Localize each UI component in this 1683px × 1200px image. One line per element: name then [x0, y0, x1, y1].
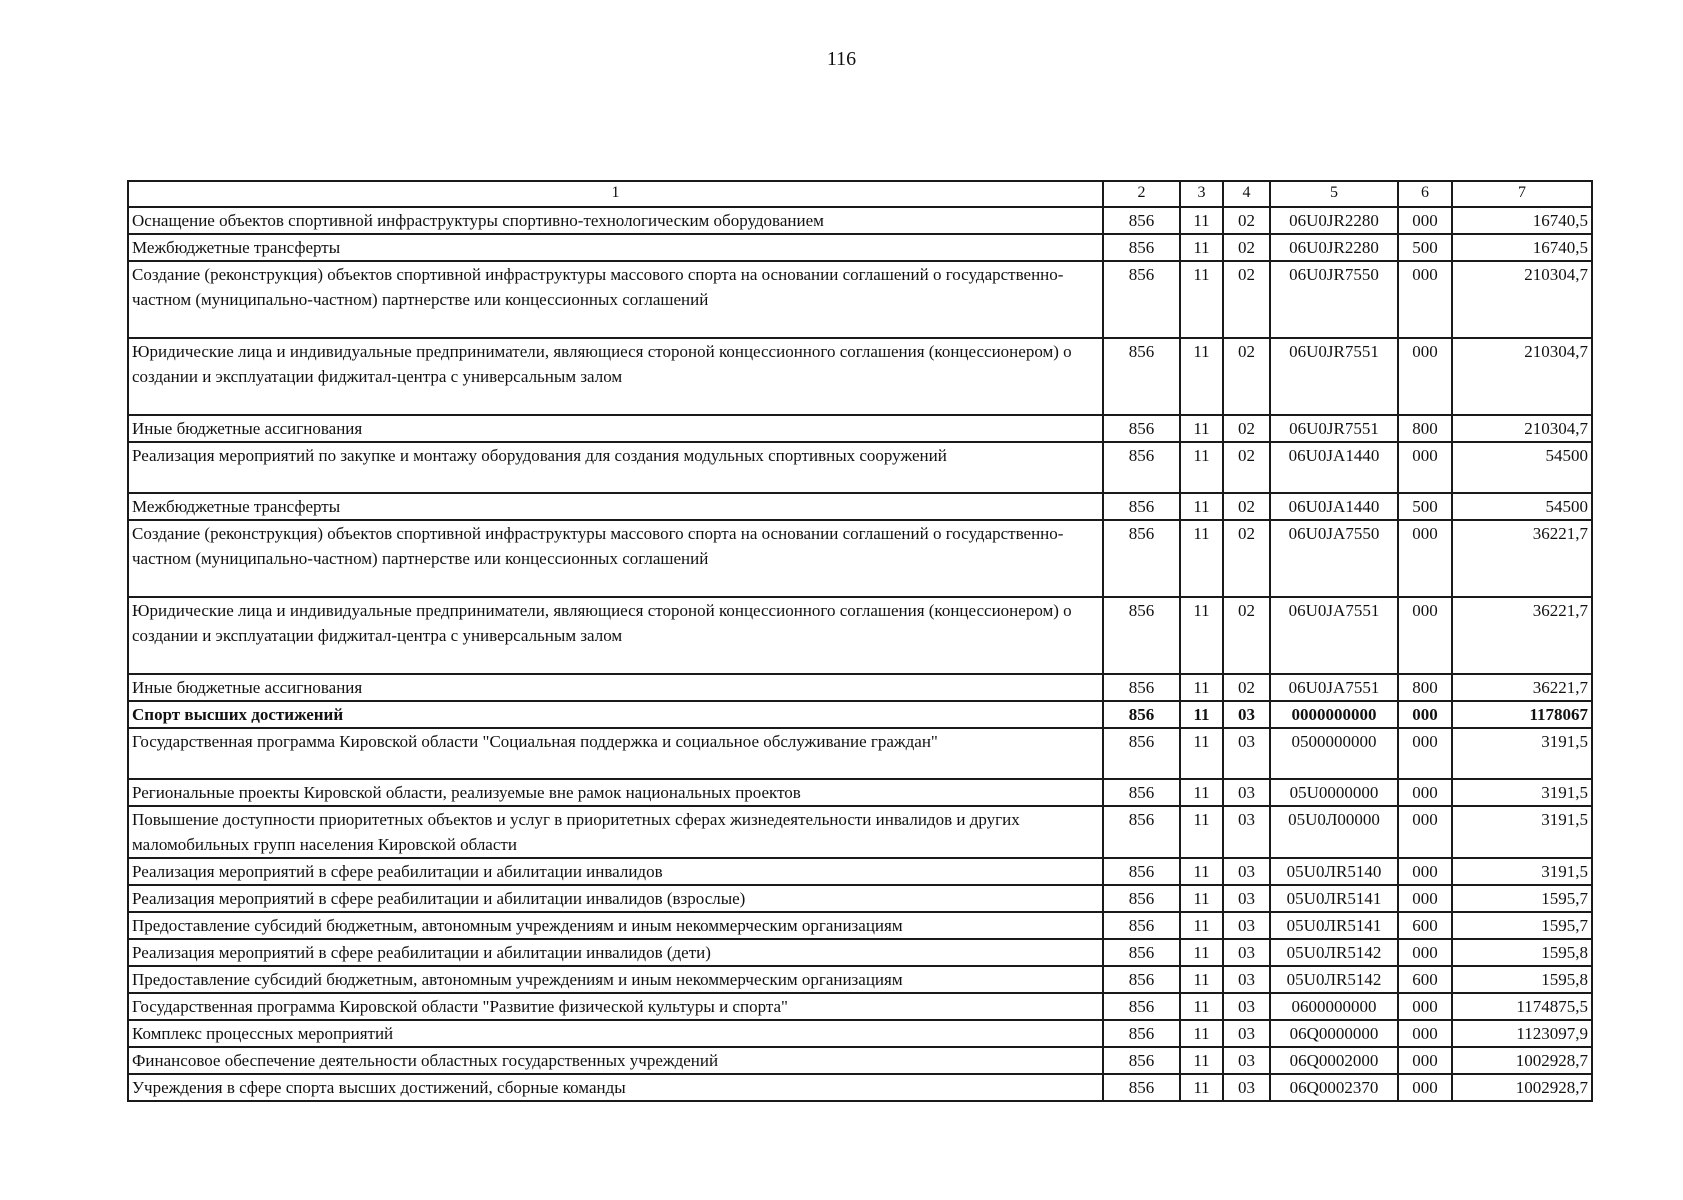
- row-col-4: 02: [1223, 338, 1270, 415]
- row-col-7: 36221,7: [1452, 520, 1592, 597]
- row-col-2: 856: [1103, 993, 1180, 1020]
- row-col-2: 856: [1103, 493, 1180, 520]
- row-col-5: 05U0Л00000: [1270, 806, 1398, 858]
- table-row: [128, 1020, 1592, 1047]
- row-name: Межбюджетные трансферты: [128, 493, 1103, 520]
- header-col-4: 4: [1223, 181, 1270, 207]
- table-row-section-total: [128, 701, 1592, 728]
- row-col-7: 54500: [1452, 442, 1592, 493]
- table-row: [128, 234, 1592, 261]
- row-col-5: 06U0JR7551: [1270, 415, 1398, 442]
- row-name: Комплекс процессных мероприятий: [128, 1020, 1103, 1047]
- row-col-3: 11: [1180, 207, 1223, 234]
- row-col-6: 000: [1398, 779, 1452, 806]
- row-col-6: 000: [1398, 207, 1452, 234]
- header-col-5: 5: [1270, 181, 1398, 207]
- row-col-3: 11: [1180, 442, 1223, 493]
- row-col-2: 856: [1103, 234, 1180, 261]
- table-row: [128, 520, 1592, 597]
- row-col-6: 000: [1398, 806, 1452, 858]
- row-col-4: 02: [1223, 442, 1270, 493]
- budget-table: [127, 180, 1593, 1102]
- row-col-6: 000: [1398, 701, 1452, 728]
- row-name: Реализация мероприятий в сфере реабилитации и абилитации инвалидов: [128, 858, 1103, 885]
- table-row: [128, 415, 1592, 442]
- row-name: Создание (реконструкция) объектов спортивной инфраструктуры массового спорта на основании соглашений о государственно-частном (муниципально-частном) партнерстве или концессионных соглашений: [128, 520, 1103, 597]
- row-col-5: 06U0JA7551: [1270, 674, 1398, 701]
- row-col-5: 05U0ЛR5142: [1270, 939, 1398, 966]
- row-col-3: 11: [1180, 993, 1223, 1020]
- row-col-4: 03: [1223, 885, 1270, 912]
- row-col-6: 500: [1398, 493, 1452, 520]
- row-name: Учреждения в сфере спорта высших достижений, сборные команды: [128, 1074, 1103, 1101]
- row-name: Юридические лица и индивидуальные предприниматели, являющиеся стороной концессионного соглашения (концессионером) о создании и эксплуатации фиджитал-центра с универсальным залом: [128, 338, 1103, 415]
- row-col-3: 11: [1180, 701, 1223, 728]
- row-col-5: 06U0JR7551: [1270, 338, 1398, 415]
- row-col-2: 856: [1103, 858, 1180, 885]
- row-col-2: 856: [1103, 520, 1180, 597]
- row-col-6: 000: [1398, 858, 1452, 885]
- table-row: [128, 728, 1592, 779]
- row-col-3: 11: [1180, 338, 1223, 415]
- row-col-3: 11: [1180, 885, 1223, 912]
- row-col-4: 03: [1223, 779, 1270, 806]
- row-col-3: 11: [1180, 779, 1223, 806]
- row-col-5: 05U0ЛR5141: [1270, 885, 1398, 912]
- row-col-7: 3191,5: [1452, 806, 1592, 858]
- header-col-6: 6: [1398, 181, 1452, 207]
- row-name: Создание (реконструкция) объектов спортивной инфраструктуры массового спорта на основании соглашений о государственно-частном (муниципально-частном) партнерстве или концессионных соглашений: [128, 261, 1103, 338]
- row-col-5: 06Q0000000: [1270, 1020, 1398, 1047]
- row-col-3: 11: [1180, 912, 1223, 939]
- row-col-3: 11: [1180, 806, 1223, 858]
- row-col-7: 1595,8: [1452, 939, 1592, 966]
- row-name: Финансовое обеспечение деятельности областных государственных учреждений: [128, 1047, 1103, 1074]
- row-col-2: 856: [1103, 701, 1180, 728]
- row-col-7: 1002928,7: [1452, 1047, 1592, 1074]
- row-col-2: 856: [1103, 939, 1180, 966]
- row-col-6: 000: [1398, 597, 1452, 674]
- row-col-4: 03: [1223, 966, 1270, 993]
- row-col-5: 05U0000000: [1270, 779, 1398, 806]
- row-col-3: 11: [1180, 520, 1223, 597]
- table-row: [128, 858, 1592, 885]
- row-name: Спорт высших достижений: [128, 701, 1103, 728]
- row-col-4: 02: [1223, 207, 1270, 234]
- row-col-7: 1123097,9: [1452, 1020, 1592, 1047]
- row-col-2: 856: [1103, 415, 1180, 442]
- row-col-4: 03: [1223, 806, 1270, 858]
- row-name: Оснащение объектов спортивной инфраструктуры спортивно-технологическим оборудованием: [128, 207, 1103, 234]
- row-col-7: 54500: [1452, 493, 1592, 520]
- row-col-2: 856: [1103, 1020, 1180, 1047]
- row-col-2: 856: [1103, 207, 1180, 234]
- row-name: Иные бюджетные ассигнования: [128, 415, 1103, 442]
- row-col-5: 06U0JA7550: [1270, 520, 1398, 597]
- row-col-7: 1595,7: [1452, 912, 1592, 939]
- row-col-3: 11: [1180, 261, 1223, 338]
- row-col-4: 03: [1223, 1020, 1270, 1047]
- row-col-3: 11: [1180, 858, 1223, 885]
- row-col-2: 856: [1103, 966, 1180, 993]
- row-col-3: 11: [1180, 597, 1223, 674]
- table-row: [128, 966, 1592, 993]
- row-col-6: 000: [1398, 885, 1452, 912]
- row-col-6: 000: [1398, 939, 1452, 966]
- row-col-4: 02: [1223, 520, 1270, 597]
- row-col-3: 11: [1180, 234, 1223, 261]
- row-col-3: 11: [1180, 1074, 1223, 1101]
- row-col-6: 500: [1398, 234, 1452, 261]
- row-col-4: 03: [1223, 1047, 1270, 1074]
- table-row: [128, 939, 1592, 966]
- row-col-5: 06U0JR2280: [1270, 207, 1398, 234]
- table-row: [128, 912, 1592, 939]
- row-name: Реализация мероприятий в сфере реабилитации и абилитации инвалидов (взрослые): [128, 885, 1103, 912]
- row-col-7: 3191,5: [1452, 728, 1592, 779]
- row-col-3: 11: [1180, 939, 1223, 966]
- row-col-4: 03: [1223, 912, 1270, 939]
- row-col-6: 600: [1398, 912, 1452, 939]
- row-col-4: 03: [1223, 858, 1270, 885]
- row-col-4: 02: [1223, 597, 1270, 674]
- row-col-5: 06U0JR2280: [1270, 234, 1398, 261]
- table-row: [128, 261, 1592, 338]
- row-col-4: 02: [1223, 415, 1270, 442]
- row-name: Государственная программа Кировской области "Развитие физической культуры и спорта": [128, 993, 1103, 1020]
- row-name: Реализация мероприятий в сфере реабилитации и абилитации инвалидов (дети): [128, 939, 1103, 966]
- row-col-2: 856: [1103, 912, 1180, 939]
- row-col-5: 0500000000: [1270, 728, 1398, 779]
- header-col-2: 2: [1103, 181, 1180, 207]
- row-col-5: 06U0JA1440: [1270, 493, 1398, 520]
- row-col-5: 05U0ЛR5142: [1270, 966, 1398, 993]
- row-col-2: 856: [1103, 728, 1180, 779]
- row-col-6: 600: [1398, 966, 1452, 993]
- row-col-7: 36221,7: [1452, 674, 1592, 701]
- row-col-5: 06Q0002000: [1270, 1047, 1398, 1074]
- row-col-7: 1178067: [1452, 701, 1592, 728]
- table-row: [128, 806, 1592, 858]
- row-name: Юридические лица и индивидуальные предприниматели, являющиеся стороной концессионного соглашения (концессионером) о создании и эксплуатации фиджитал-центра с универсальным залом: [128, 597, 1103, 674]
- row-col-5: 05U0ЛR5141: [1270, 912, 1398, 939]
- row-col-7: 210304,7: [1452, 415, 1592, 442]
- row-col-2: 856: [1103, 779, 1180, 806]
- row-col-6: 000: [1398, 1020, 1452, 1047]
- row-col-7: 210304,7: [1452, 261, 1592, 338]
- row-name: Межбюджетные трансферты: [128, 234, 1103, 261]
- header-col-1: 1: [128, 181, 1103, 207]
- row-name: Региональные проекты Кировской области, реализуемые вне рамок национальных проектов: [128, 779, 1103, 806]
- row-col-4: 02: [1223, 234, 1270, 261]
- table-row: [128, 674, 1592, 701]
- row-col-4: 03: [1223, 993, 1270, 1020]
- header-col-7: 7: [1452, 181, 1592, 207]
- row-col-4: 03: [1223, 939, 1270, 966]
- row-col-7: 36221,7: [1452, 597, 1592, 674]
- row-col-7: 3191,5: [1452, 779, 1592, 806]
- row-col-3: 11: [1180, 674, 1223, 701]
- table-row: [128, 597, 1592, 674]
- row-col-2: 856: [1103, 674, 1180, 701]
- table-row: [128, 1047, 1592, 1074]
- row-col-4: 02: [1223, 674, 1270, 701]
- row-col-5: 06U0JR7550: [1270, 261, 1398, 338]
- page-number: 116: [826, 48, 857, 70]
- row-col-2: 856: [1103, 597, 1180, 674]
- row-col-2: 856: [1103, 806, 1180, 858]
- row-col-6: 000: [1398, 993, 1452, 1020]
- row-col-6: 000: [1398, 520, 1452, 597]
- row-col-7: 1595,8: [1452, 966, 1592, 993]
- table-row: [128, 338, 1592, 415]
- row-col-6: 800: [1398, 674, 1452, 701]
- row-col-2: 856: [1103, 442, 1180, 493]
- row-name: Иные бюджетные ассигнования: [128, 674, 1103, 701]
- row-name: Предоставление субсидий бюджетным, автономным учреждениям и иным некоммерческим организациям: [128, 912, 1103, 939]
- row-col-3: 11: [1180, 728, 1223, 779]
- table-header-row: [128, 181, 1592, 207]
- row-col-3: 11: [1180, 415, 1223, 442]
- row-col-6: 000: [1398, 1074, 1452, 1101]
- row-name: Предоставление субсидий бюджетным, автономным учреждениям и иным некоммерческим организациям: [128, 966, 1103, 993]
- row-col-7: 16740,5: [1452, 234, 1592, 261]
- row-col-2: 856: [1103, 1074, 1180, 1101]
- row-col-5: 06Q0002370: [1270, 1074, 1398, 1101]
- row-col-7: 1174875,5: [1452, 993, 1592, 1020]
- row-name: Государственная программа Кировской области "Социальная поддержка и социальное обслуживание граждан": [128, 728, 1103, 779]
- row-col-3: 11: [1180, 1047, 1223, 1074]
- row-col-6: 800: [1398, 415, 1452, 442]
- table-row: [128, 993, 1592, 1020]
- row-col-5: 06U0JA1440: [1270, 442, 1398, 493]
- row-col-2: 856: [1103, 261, 1180, 338]
- row-col-7: 1002928,7: [1452, 1074, 1592, 1101]
- row-col-5: 06U0JA7551: [1270, 597, 1398, 674]
- row-col-3: 11: [1180, 493, 1223, 520]
- row-col-4: 03: [1223, 728, 1270, 779]
- table-row: [128, 493, 1592, 520]
- row-col-7: 1595,7: [1452, 885, 1592, 912]
- table-row: [128, 207, 1592, 234]
- row-col-6: 000: [1398, 261, 1452, 338]
- row-col-3: 11: [1180, 1020, 1223, 1047]
- table-row: [128, 1074, 1592, 1101]
- row-col-3: 11: [1180, 966, 1223, 993]
- row-col-7: 3191,5: [1452, 858, 1592, 885]
- row-col-5: 0000000000: [1270, 701, 1398, 728]
- row-col-6: 000: [1398, 338, 1452, 415]
- table-row: [128, 779, 1592, 806]
- row-col-2: 856: [1103, 885, 1180, 912]
- row-col-6: 000: [1398, 1047, 1452, 1074]
- row-col-4: 02: [1223, 261, 1270, 338]
- row-col-4: 03: [1223, 701, 1270, 728]
- row-col-6: 000: [1398, 728, 1452, 779]
- table-row: [128, 442, 1592, 493]
- row-name: Повышение доступности приоритетных объектов и услуг в приоритетных сферах жизнедеятельности инвалидов и других маломобильных групп населения Кировской области: [128, 806, 1103, 858]
- row-col-4: 02: [1223, 493, 1270, 520]
- row-col-2: 856: [1103, 1047, 1180, 1074]
- header-col-3: 3: [1180, 181, 1223, 207]
- row-col-4: 03: [1223, 1074, 1270, 1101]
- row-col-7: 16740,5: [1452, 207, 1592, 234]
- row-col-6: 000: [1398, 442, 1452, 493]
- row-col-7: 210304,7: [1452, 338, 1592, 415]
- row-name: Реализация мероприятий по закупке и монтажу оборудования для создания модульных спортивных сооружений: [128, 442, 1103, 493]
- row-col-5: 05U0ЛR5140: [1270, 858, 1398, 885]
- table-row: [128, 885, 1592, 912]
- row-col-5: 0600000000: [1270, 993, 1398, 1020]
- row-col-2: 856: [1103, 338, 1180, 415]
